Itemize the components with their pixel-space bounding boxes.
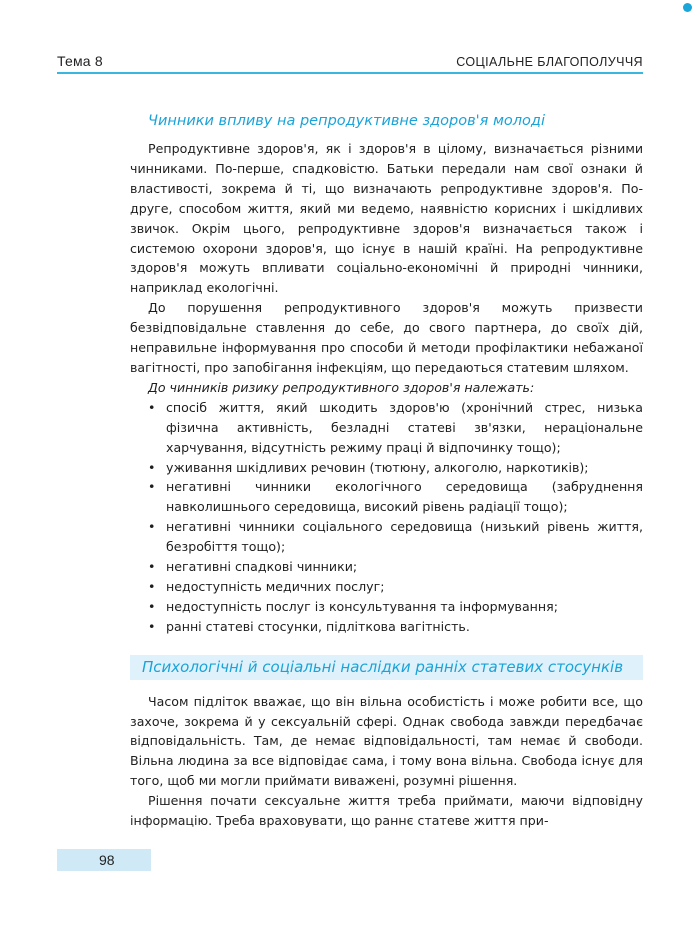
paragraph-2: До порушення репродуктивного здоров'я можуть призвести безвідповідальне ставлення до себе, до свого партнера, до своїх дій, неправильне інформування про способи й методи профілактики небажаної вагітності, про запобігання інфекціям, що передаються статевим шляхом. <box>130 300 643 375</box>
bullet-icon: • <box>148 479 156 495</box>
paragraph-3: Часом підліток вважає, що він вільна особистість і може робити все, що захоче, зокрема й у сексуальній сфері. Однак свобода завжди передбачає відповідальність. Там, де немає відповідальності, там немає й свободи. Вільна людина за все відповідає сама, і тому вона вільна. Свобода існує для того, щоб ми могли приймати виважені, розумні рішення. <box>130 693 643 789</box>
running-header <box>57 50 643 74</box>
list-item: • ранні статеві стосунки, підліткова вагітність. <box>130 617 643 637</box>
list-item: • негативні спадкові чинники; <box>130 557 643 577</box>
list-item: • уживання шкідливих речовин (тютюну, алкоголю, наркотиків); <box>130 458 643 478</box>
paragraph-4: Рішення почати сексуальне життя треба приймати, маючи відповідну інформацію. Треба враховувати, що раннє статеве життя при- <box>130 793 643 829</box>
bullet-icon: • <box>148 459 156 475</box>
paragraph-1: Репродуктивне здоров'я, як і здоров'я в цілому, визначається різними чинниками. По-перше, спадковістю. Батьки передали нам свої ознаки й властивості, зокрема й ті, що визначають репродуктивне здоров'я. По-друге, способом життя, який ми ведемо, наявністю корисних і шкідливих звичок. Окрім цього, репродуктивне здоров'я визначається також і системою охорони здоров'я, що існує в нашій країні. На репродуктивне здоров'я можуть впливати соціально-економічні й природні чинники, наприклад екологічні. <box>130 141 643 296</box>
page-number: 98 <box>57 849 151 871</box>
section-heading-factors: Чинники впливу на репродуктивне здоров'я молоді <box>148 113 545 129</box>
publisher-logo <box>683 3 692 12</box>
list-item: • негативні чинники соціального середовища (низький рівень життя, безробіття тощо); <box>148 519 643 555</box>
risk-factor-list <box>130 398 643 637</box>
bullet-icon: • <box>148 618 156 634</box>
chapter-label: Тема 8 <box>57 53 103 69</box>
page-content <box>130 111 643 831</box>
bullet-icon: • <box>148 519 156 535</box>
logo-circle-icon <box>683 3 692 12</box>
list-item: • недоступність послуг із консультування та інформування; <box>130 597 643 617</box>
list-item: • недоступність медичних послуг; <box>130 577 643 597</box>
list-item: • спосіб життя, який шкодить здоров'ю (хронічний стрес, низька фізична активність, безладні статеві зв'язки, нераціональне харчування, відсутність режиму праці й відпочинку тощо); <box>148 399 643 455</box>
section-heading-consequences: Психологічні й соціальні наслідки ранніх статевих стосунків <box>130 655 643 680</box>
section-label: СОЦІАЛЬНЕ БЛАГОПОЛУЧЧЯ <box>456 55 643 69</box>
bullet-icon: • <box>148 559 156 575</box>
list-item: • негативні чинники екологічного середовища (забруднення навколишнього середовища, високий рівень радіації тощо); <box>148 479 643 515</box>
bullet-icon: • <box>148 578 156 594</box>
risks-lead: До чинників ризику репродуктивного здоров'я належать: <box>148 379 535 395</box>
bullet-icon: • <box>148 598 156 614</box>
bullet-icon: • <box>148 399 156 415</box>
